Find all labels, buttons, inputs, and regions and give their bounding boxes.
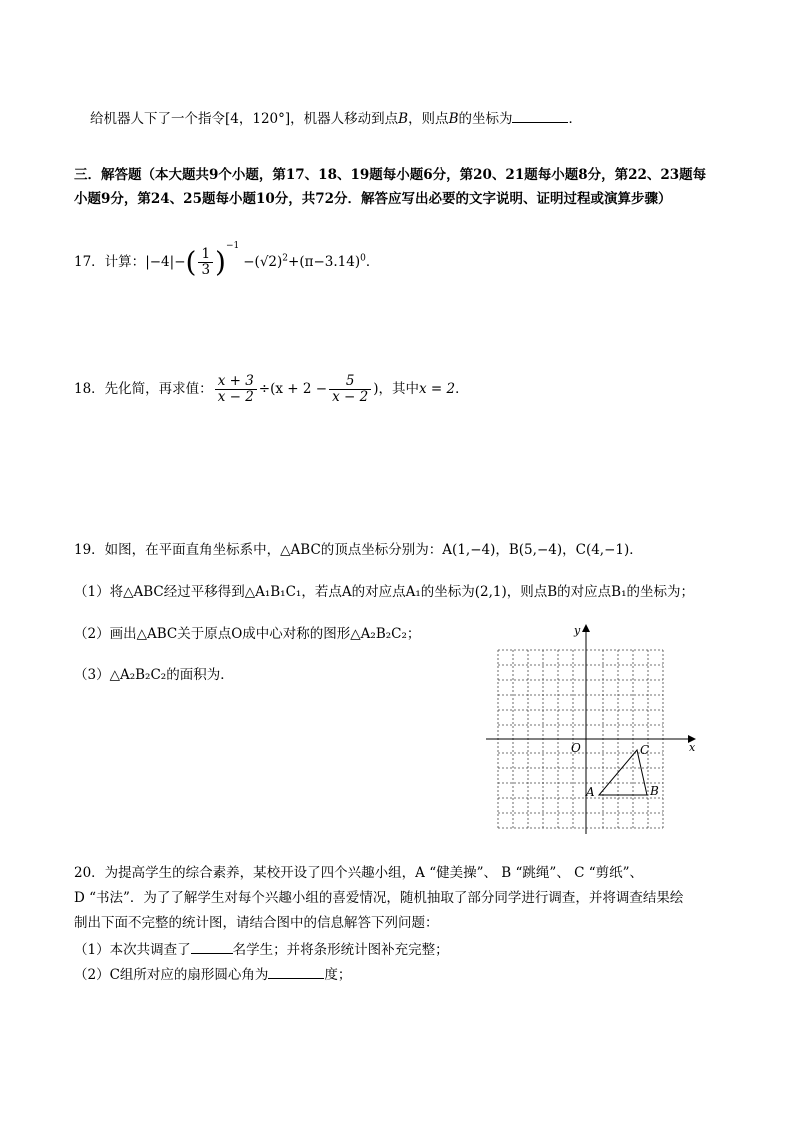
q17-fraction [198, 247, 213, 278]
intro-line [90, 108, 582, 128]
intro-middle: ，机器人移动到点 [290, 111, 399, 127]
q18 [74, 372, 469, 406]
origin-label: O [571, 741, 581, 755]
section3-line1: 三．解答题（本大题共9个小题，第17、18、19题每小题6分，第20、21题每小题8分，第22、23题每 [74, 167, 707, 183]
q18-close: )，其中 [373, 381, 419, 397]
intro-period: ． [568, 111, 582, 127]
intro-suffix: 的坐标为 [458, 111, 513, 127]
point-b-label: B [650, 784, 659, 798]
x-axis-label: x [689, 741, 696, 754]
q18-f1-den: x − 2 [217, 389, 254, 405]
q19-part3: （3）△A₂B₂C₂的面积为． [74, 667, 234, 683]
q19-part2: （2）画出△ABC关于原点O成中心对称的图形△A₂B₂C₂； [74, 626, 421, 642]
answer-blank-b[interactable] [512, 108, 568, 123]
y-axis-label: y [574, 624, 581, 637]
section3-line2: 小题9分，第24、25题每小题10分，共72分．解答应写出必要的文字说明、证明过程或演算步骤） [74, 191, 672, 207]
q17-exp: −1 [225, 241, 240, 251]
y-axis-arrow [582, 624, 590, 632]
q17-part2: −(√2) [243, 254, 283, 270]
q20-p1-b: 名学生；并将条形统计图补充完整； [232, 942, 449, 958]
q18-cond: x = 2 [418, 381, 456, 397]
q18-f1-num: x + 3 [215, 374, 257, 390]
q20-answer-blank-2[interactable] [268, 964, 324, 979]
q17-frac-num: 1 [198, 247, 213, 263]
q17-lparen: ( [185, 245, 197, 279]
q17-label: 17．计算： [74, 254, 146, 270]
q17-exp2: 2 [282, 253, 289, 264]
q20-line1: 20．为提高学生的综合素养，某校开设了四个兴趣小组，A “健美操”、 B “跳绳”、 C “剪纸”、 [74, 865, 644, 881]
q20-part1 [74, 939, 449, 959]
intro-point-b2: B [448, 111, 459, 127]
q19-stem: 19．如图，在平面直角坐标系中，△ABC的顶点坐标分别为：A(1,−4)，B(5,−4)，C(4,−1)． [74, 542, 643, 558]
q20-answer-blank-1[interactable] [191, 939, 233, 954]
q18-fraction1 [215, 374, 257, 405]
q19-part1: （1）将△ABC经过平移得到△A₁B₁C₁，若点A的对应点A₁的坐标为(2,1)，则点B的对应点B₁的坐标为； [74, 584, 695, 600]
q17-exp3: 0 [360, 253, 366, 264]
intro-instruction: [4，120°] [225, 111, 291, 127]
q18-label: 18．先化简，再求值： [74, 381, 213, 397]
q17-abs: |−4| [145, 254, 175, 270]
q17 [74, 230, 380, 279]
q20-p2-a: （2）C组所对应的扇形圆心角为 [74, 967, 269, 983]
q20-part2 [74, 964, 351, 984]
q18-fraction2 [329, 374, 371, 405]
q19-coordinate-graph [482, 620, 712, 840]
point-c-label: C [640, 743, 650, 757]
q17-end: ． [365, 254, 380, 270]
q18-f2-den: x − 2 [332, 389, 369, 405]
q17-part3: +(π−3.14) [288, 254, 361, 270]
q17-minus: − [174, 254, 186, 270]
intro-prefix: 给机器人下了一个指令 [90, 111, 225, 127]
q18-f2-num: 5 [329, 374, 371, 390]
q17-frac-den: 3 [201, 262, 211, 278]
intro-point-b: B [398, 111, 409, 127]
q20-p2-b: 度； [324, 967, 352, 983]
q20-line2: D “书法”．为了了解学生对每个兴趣小组的喜爱情况，随机抽取了部分同学进行调查，并将调查结果绘 [74, 890, 684, 906]
q20-p1-a: （1）本次共调查了 [74, 942, 191, 958]
q18-end: ． [455, 381, 469, 397]
q20-line3: 制出下面不完整的统计图，请结合图中的信息解答下列问题： [74, 915, 439, 931]
intro-then: ，则点 [408, 111, 449, 127]
q17-rparen: ) [215, 245, 226, 279]
q18-div: ÷(x + 2 − [258, 381, 328, 397]
point-a-label: A [586, 785, 595, 799]
